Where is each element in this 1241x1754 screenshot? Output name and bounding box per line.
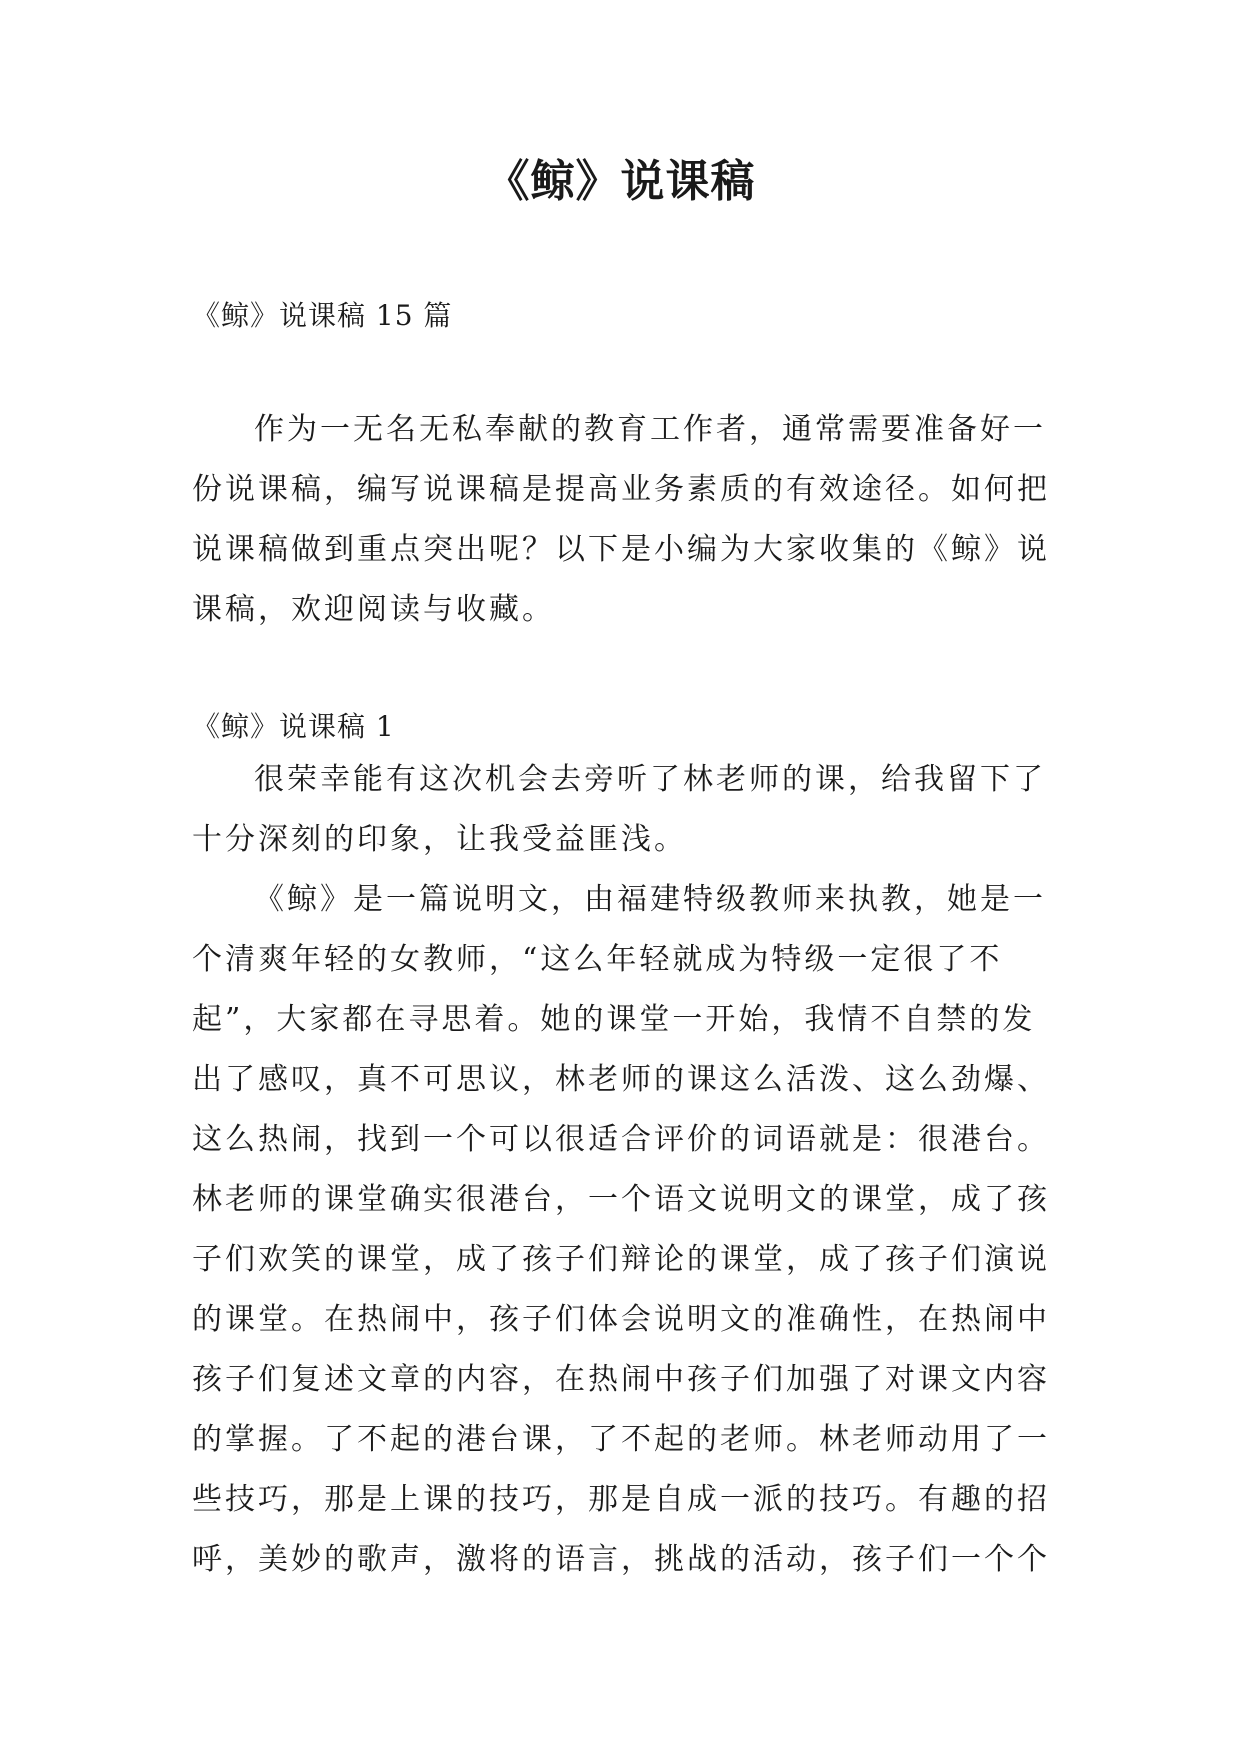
document-title: 《鲸》说课稿 [485,156,756,207]
paragraph2-line: 个清爽年轻的女教师，“这么年轻就成为特级一定很了不 [192,942,1003,977]
paragraph2-line: 孩子们复述文章的内容，在热闹中孩子们加强了对课文内容 [192,1362,1050,1397]
intro-line: 作为一无名无私奉献的教育工作者，通常需要准备好一 [254,412,1046,447]
intro-line: 课稿，欢迎阅读与收藏。 [192,592,555,627]
section-heading: 《鲸》说课稿 1 [192,710,395,743]
paragraph1-line: 十分深刻的印象，让我受益匪浅。 [192,822,687,857]
intro-line: 份说课稿，编写说课稿是提高业务素质的有效途径。如何把 [192,472,1050,507]
paragraph2-line: 林老师的课堂确实很港台，一个语文说明文的课堂，成了孩 [192,1182,1050,1217]
paragraph2-line: 出了感叹，真不可思议，林老师的课这么活泼、这么劲爆、 [192,1062,1050,1097]
paragraph2-line: 的掌握。了不起的港台课，了不起的老师。林老师动用了一 [192,1422,1050,1457]
paragraph2-line: 子们欢笑的课堂，成了孩子们辩论的课堂，成了孩子们演说 [192,1242,1050,1277]
paragraph2-line: 的课堂。在热闹中，孩子们体会说明文的准确性，在热闹中 [192,1302,1050,1337]
paragraph2-line: 呼，美妙的歌声，激将的语言，挑战的活动，孩子们一个个 [192,1542,1050,1577]
paragraph1-line: 很荣幸能有这次机会去旁听了林老师的课，给我留下了 [254,762,1046,797]
paragraph2-line: 起”，大家都在寻思着。她的课堂一开始，我情不自禁的发 [192,1002,1036,1037]
document-subtitle: 《鲸》说课稿 15 篇 [192,299,453,332]
paragraph2-line: 些技巧，那是上课的技巧，那是自成一派的技巧。有趣的招 [192,1482,1050,1517]
intro-line: 说课稿做到重点突出呢？以下是小编为大家收集的《鲸》说 [192,532,1050,567]
paragraph2-line: 《鲸》是一篇说明文，由福建特级教师来执教，她是一 [254,882,1046,917]
paragraph2-line: 这么热闹，找到一个可以很适合评价的词语就是：很港台。 [192,1122,1050,1157]
